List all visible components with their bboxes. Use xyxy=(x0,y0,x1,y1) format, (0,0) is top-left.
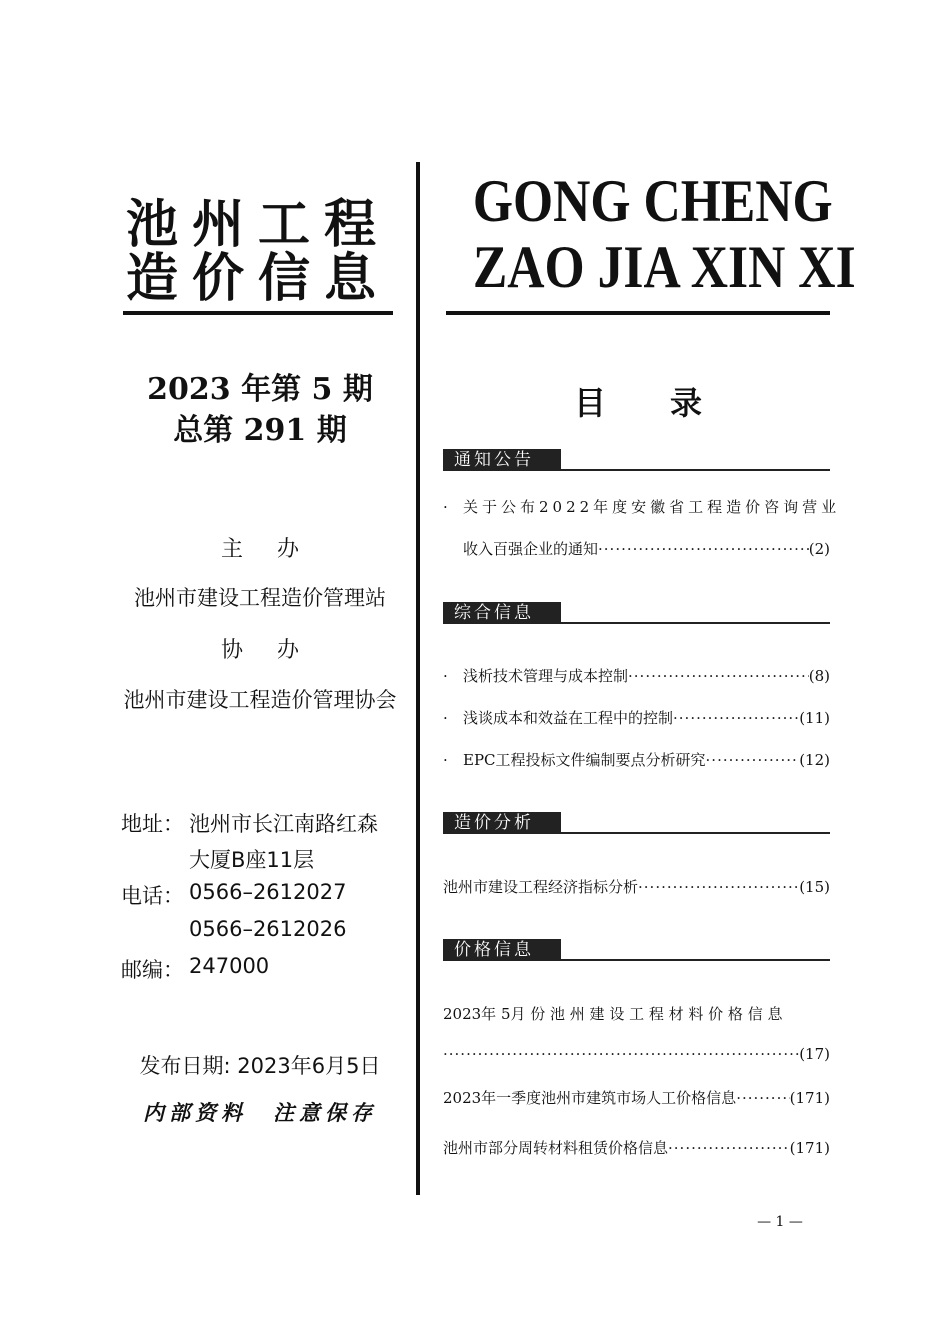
leader-dots xyxy=(598,540,809,558)
section-header-general xyxy=(443,602,830,624)
toc-entry-page: (171) xyxy=(789,1089,830,1107)
co-host-organization: 池州市建设工程造价管理协会 xyxy=(123,688,397,712)
toc-entry[interactable] xyxy=(443,1045,830,1063)
toc-entry[interactable] xyxy=(443,1087,830,1108)
publish-date: 发布日期: 2023年6月5日 xyxy=(139,1054,381,1078)
leader-dots xyxy=(668,1139,790,1157)
toc-entry[interactable]: · 浅谈成本和效益在工程中的控制 ····· (11) xyxy=(443,707,830,728)
address-line1: 池州市长江南路红森 xyxy=(189,812,378,836)
title-rule-right xyxy=(446,311,830,315)
leader-dots xyxy=(706,751,800,769)
magazine-title-line2: 造价信息 xyxy=(126,249,391,309)
pinyin-title-line1: GONG CHENG xyxy=(472,168,833,234)
toc-entry-page: (11) xyxy=(799,709,830,727)
toc-entry-page: (171) xyxy=(789,1139,830,1157)
section-tab: 造价分析 xyxy=(443,812,561,834)
postcode: 247000 xyxy=(189,954,270,978)
toc-entry-page: (8) xyxy=(808,667,830,685)
issue-total: 总第 291 期 xyxy=(173,413,347,448)
section-header-cost-analysis xyxy=(443,812,830,834)
toc-entry-title: EPC工程投标文件编制要点分析研究 xyxy=(463,751,706,769)
address-label: 地址： xyxy=(121,812,184,836)
section-header-prices xyxy=(443,939,830,961)
address-line2: 大厦B座11层 xyxy=(189,848,315,872)
toc-entry[interactable]: · 浅析技术管理与成本控制 ····· (8) xyxy=(443,665,830,686)
toc-entry-title: 收入百强企业的通知 xyxy=(463,540,599,558)
title-rule-left xyxy=(123,311,393,315)
section-tab: 通知公告 xyxy=(443,449,561,471)
postcode-label: 邮编： xyxy=(121,958,184,982)
toc-entry[interactable]: · 关于公布2022年度安徽省工程造价咨询营业 xyxy=(443,498,841,516)
co-host-label: 协 办 xyxy=(220,638,300,663)
toc-entry[interactable]: · EPC工程投标文件编制要点分析研究 ····· (12) xyxy=(443,749,830,770)
toc-entry[interactable] xyxy=(443,1137,830,1158)
section-rule xyxy=(561,832,830,834)
toc-entry-title: 浅析技术管理与成本控制 xyxy=(463,667,629,685)
issue-number: 2023 年第 5 期 xyxy=(147,372,373,407)
magazine-title-line1: 池州工程 xyxy=(126,195,391,255)
leader-dots xyxy=(628,667,809,685)
phone-number-2: 0566–2612026 xyxy=(189,917,347,941)
host-organization: 池州市建设工程造价管理站 xyxy=(134,586,386,610)
toc-entry-title: 浅谈成本和效益在工程中的控制 xyxy=(463,709,674,727)
toc-entry-page: (17) xyxy=(799,1045,830,1063)
page-number: — 1 — xyxy=(757,1214,803,1230)
toc-entry-title: 关于公布2022年度安徽省工程造价咨询营业 xyxy=(463,498,841,516)
toc-entry-title: 2023年 5月 份 池 州 建 设 工 程 材 料 价 格 信 息 xyxy=(443,1005,783,1023)
section-rule xyxy=(561,959,830,961)
leader-dots xyxy=(638,878,799,896)
phone-number-1: 0566–2612027 xyxy=(189,880,347,904)
toc-heading: 目 录 xyxy=(573,384,703,422)
section-tab: 价格信息 xyxy=(443,939,561,961)
toc-entry-title: 池州市建设工程经济指标分析 xyxy=(443,878,639,896)
toc-entry-title: 池州市部分周转材料租赁价格信息 xyxy=(443,1139,669,1157)
section-header-notices xyxy=(443,449,830,471)
phone-label: 电话： xyxy=(121,884,184,908)
section-rule xyxy=(561,469,830,471)
toc-entry-title: 2023年一季度池州市建筑市场人工价格信息 xyxy=(443,1089,737,1107)
toc-entry[interactable] xyxy=(443,1003,830,1024)
toc-entry-page: (12) xyxy=(799,751,830,769)
toc-entry-page: (2) xyxy=(808,540,830,558)
leader-dots xyxy=(736,1089,789,1107)
leader-dots xyxy=(673,709,799,727)
toc-entry-page: (15) xyxy=(799,878,830,896)
leader-dots xyxy=(443,1045,799,1063)
pinyin-title-line2: ZAO JIA XIN XI xyxy=(472,234,856,300)
section-tab: 综合信息 xyxy=(443,602,561,624)
column-divider xyxy=(416,162,420,1195)
internal-material-note: 内部资料 注意保存 xyxy=(143,1100,377,1125)
toc-entry[interactable] xyxy=(443,876,830,897)
section-rule xyxy=(561,622,830,624)
toc-entry[interactable] xyxy=(443,538,830,559)
host-label: 主 办 xyxy=(220,537,300,562)
